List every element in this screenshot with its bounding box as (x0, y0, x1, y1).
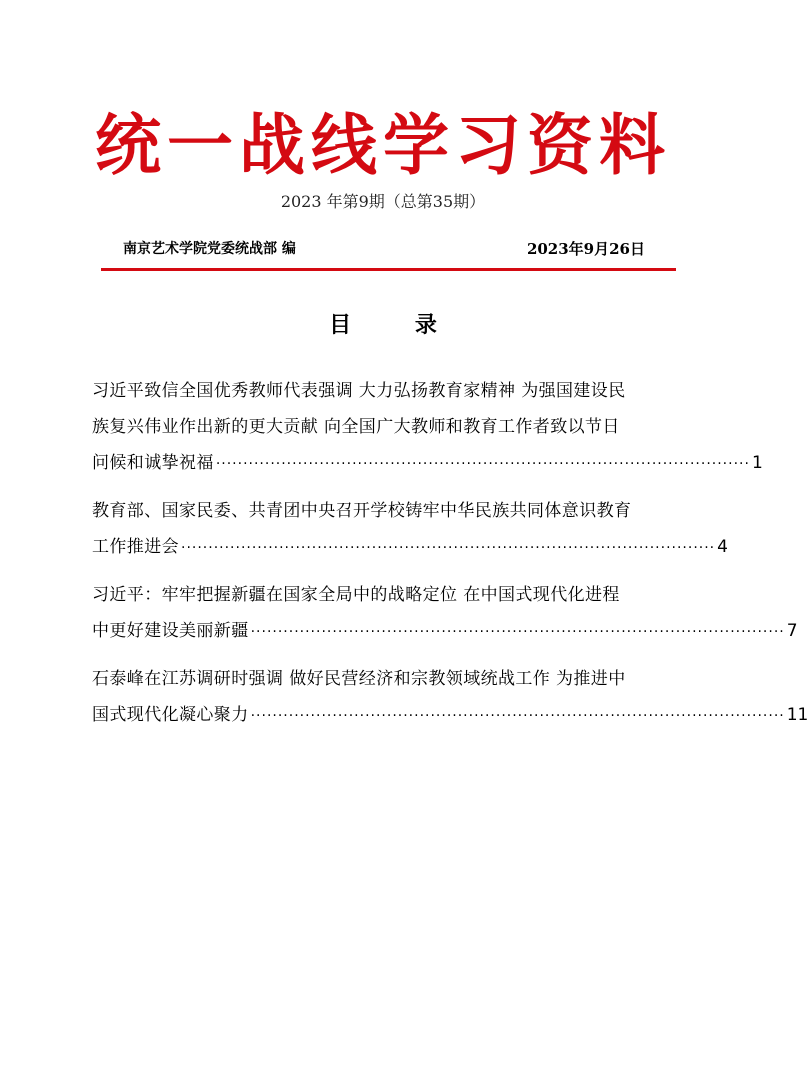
editor-line: 南京艺术学院党委统战部 编 (123, 241, 296, 257)
toc-entry[interactable] (92, 493, 728, 565)
toc-entry-line: 中更好建设美丽新疆 (92, 621, 249, 641)
toc-entry-line: 国式现代化凝心聚力 (92, 705, 249, 725)
toc-entry-line: 工作推进会 (92, 537, 179, 557)
toc-entry-line: 习近平致信全国优秀教师代表强调 大力弘扬教育家精神 为强国建设民 (92, 381, 626, 401)
issue-date: 2023年9月26日 (526, 240, 645, 258)
masthead-title: 统一战线学习资料 (95, 106, 671, 184)
dot-leader: ·································································································· (215, 456, 750, 472)
toc-page-number: 7 (786, 621, 798, 641)
toc-entry-line: 教育部、国家民委、共青团中央召开学校铸牢中华民族共同体意识教育 (92, 501, 632, 521)
toc-page-number: 4 (717, 537, 728, 557)
toc-heading: 目 录 (329, 313, 465, 338)
toc-page-number: 11 (786, 705, 808, 725)
toc-entry-line: 问候和诚挚祝福 (92, 453, 214, 473)
table-of-contents (92, 373, 808, 745)
toc-entry[interactable] (92, 577, 798, 649)
toc-entry[interactable] (92, 661, 808, 733)
red-divider (101, 268, 676, 271)
toc-entry-line: 习近平：牢牢把握新疆在国家全局中的战略定位 在中国式现代化进程 (92, 585, 620, 605)
dot-leader: ·································································································· (181, 540, 716, 556)
toc-entry-line: 族复兴伟业作出新的更大贡献 向全国广大教师和教育工作者致以节日 (92, 417, 620, 437)
toc-page-number: 1 (751, 453, 763, 473)
dot-leader: ·································································································· (250, 708, 785, 724)
toc-entry[interactable] (92, 373, 763, 481)
toc-entry-line: 石泰峰在江苏调研时强调 做好民营经济和宗教领域统战工作 为推进中 (92, 669, 626, 689)
dot-leader: ·································································································· (250, 624, 785, 640)
issue-number: 2023 年第9期（总第35期） (280, 192, 486, 211)
